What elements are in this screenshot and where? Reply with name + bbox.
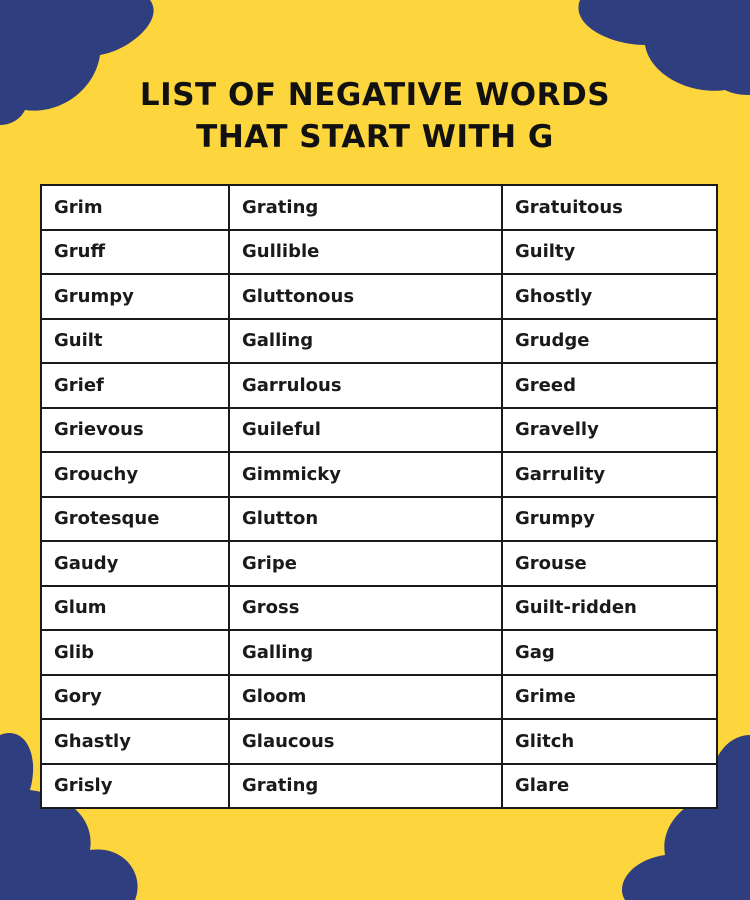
word-cell: Garrulous [229, 363, 502, 408]
word-cell: Glutton [229, 497, 502, 542]
word-cell: Guileful [229, 408, 502, 453]
title-line-2: THAT START WITH G [196, 119, 554, 155]
table-row [41, 230, 717, 275]
word-cell: Gullible [229, 230, 502, 275]
word-cell: Gimmicky [229, 452, 502, 497]
word-cell: Gross [229, 586, 502, 631]
word-cell: Garrulity [502, 452, 717, 497]
word-cell: Glare [502, 764, 717, 809]
table-row [41, 274, 717, 319]
word-cell: Glaucous [229, 719, 502, 764]
table-row [41, 363, 717, 408]
word-cell: Grisly [41, 764, 229, 809]
table-row [41, 630, 717, 675]
word-cell: Grating [229, 185, 502, 230]
word-cell: Gratuitous [502, 185, 717, 230]
word-cell: Gruff [41, 230, 229, 275]
word-cell: Glum [41, 586, 229, 631]
word-cell: Glitch [502, 719, 717, 764]
words-table [40, 184, 718, 809]
table-row [41, 719, 717, 764]
word-cell: Gloom [229, 675, 502, 720]
table-row [41, 452, 717, 497]
table-row [41, 185, 717, 230]
word-cell: Ghastly [41, 719, 229, 764]
word-cell: Gag [502, 630, 717, 675]
word-cell: Grotesque [41, 497, 229, 542]
word-cell: Grim [41, 185, 229, 230]
word-cell: Glib [41, 630, 229, 675]
word-cell: Guilt-ridden [502, 586, 717, 631]
word-cell: Gripe [229, 541, 502, 586]
title-line-1: LIST OF NEGATIVE WORDS [139, 77, 611, 113]
table-row [41, 586, 717, 631]
word-cell: Gravelly [502, 408, 717, 453]
word-cell: Grime [502, 675, 717, 720]
word-cell: Ghostly [502, 274, 717, 319]
table-row [41, 541, 717, 586]
word-cell: Grievous [41, 408, 229, 453]
page-title [0, 74, 750, 158]
table-row [41, 675, 717, 720]
word-cell: Galling [229, 319, 502, 364]
word-cell: Gluttonous [229, 274, 502, 319]
word-cell: Gaudy [41, 541, 229, 586]
table-row [41, 497, 717, 542]
word-cell: Gory [41, 675, 229, 720]
word-cell: Grudge [502, 319, 717, 364]
word-cell: Guilt [41, 319, 229, 364]
word-cell: Grief [41, 363, 229, 408]
word-cell: Grouchy [41, 452, 229, 497]
table-row [41, 764, 717, 809]
word-cell: Grating [229, 764, 502, 809]
word-cell: Galling [229, 630, 502, 675]
word-cell: Guilty [502, 230, 717, 275]
table-row [41, 408, 717, 453]
word-cell: Greed [502, 363, 717, 408]
table-row [41, 319, 717, 364]
word-cell: Grouse [502, 541, 717, 586]
word-cell: Grumpy [502, 497, 717, 542]
word-cell: Grumpy [41, 274, 229, 319]
